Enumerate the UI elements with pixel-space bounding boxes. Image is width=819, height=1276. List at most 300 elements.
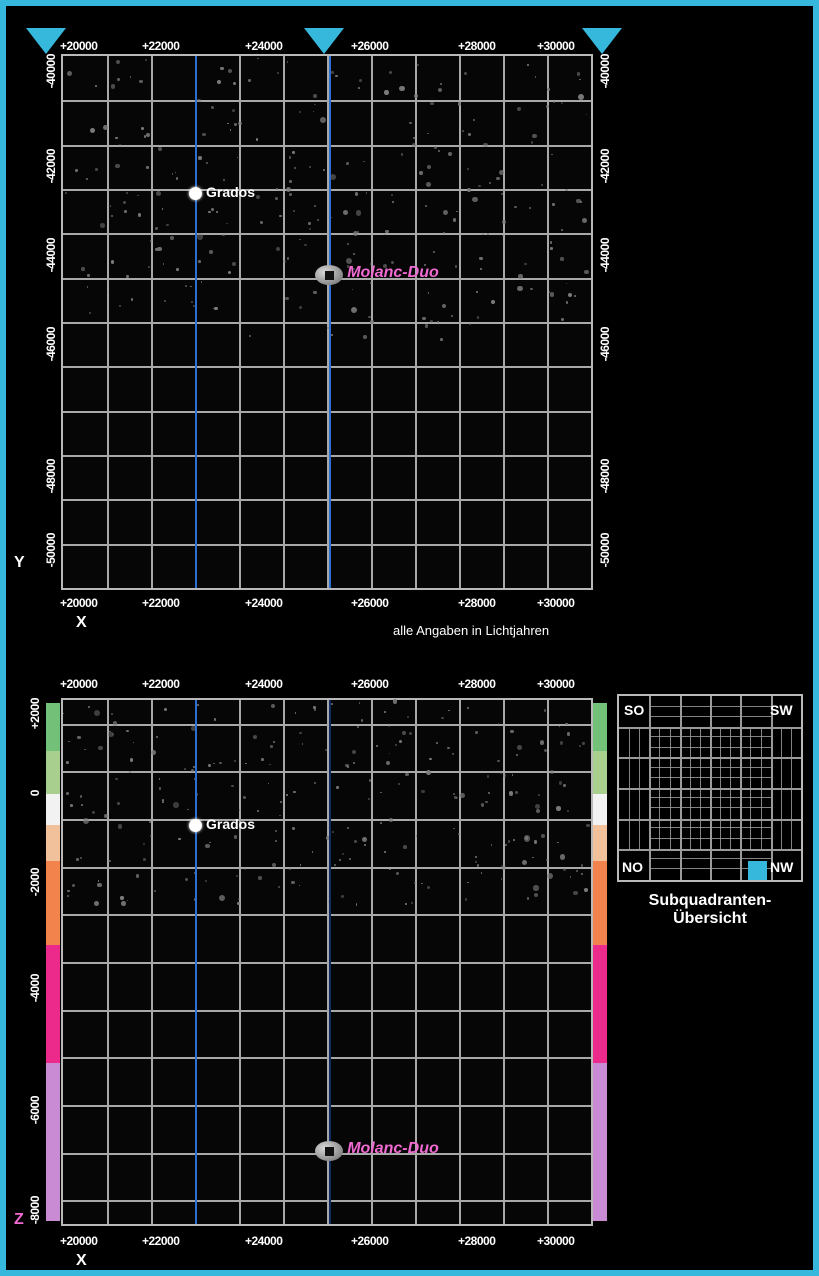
star-dot: [117, 78, 120, 81]
star-dot: [293, 791, 295, 793]
gridline-horizontal-minor-1: [63, 233, 591, 235]
subquadrant-subgridline-h-14: [649, 838, 770, 839]
star-dot: [369, 779, 372, 782]
star-dot: [430, 320, 433, 323]
xz-xtick-bottom-4: +28000: [458, 1234, 496, 1248]
star-dot: [467, 882, 469, 884]
subquadrant-subgridline-h-5: [649, 747, 770, 748]
star-dot: [353, 762, 355, 764]
star-dot: [292, 827, 295, 830]
star-dot: [425, 205, 427, 207]
gridline-horizontal-minor-0: [63, 145, 591, 147]
z-colorbar-segment-2: [46, 794, 60, 825]
xy-xtick-top-3: +26000: [351, 39, 389, 53]
star-dot: [550, 241, 553, 244]
track-line-grados-track: [195, 56, 197, 588]
star-dot: [157, 247, 161, 251]
star-dot: [304, 244, 307, 247]
star-dot: [278, 886, 280, 888]
xz-map-plot[interactable]: [61, 698, 593, 1226]
star-dot: [346, 258, 352, 264]
star-dot: [72, 884, 75, 887]
star-dot: [336, 786, 338, 788]
star-dot: [302, 743, 304, 745]
star-dot: [561, 102, 563, 104]
star-dot: [586, 114, 588, 116]
star-dot: [440, 83, 442, 85]
star-dot: [130, 76, 132, 78]
star-dot: [364, 844, 366, 846]
subquadrant-subgridline-h-16: [649, 858, 770, 859]
star-dot: [133, 742, 135, 744]
star-dot: [309, 228, 311, 230]
star-dot: [429, 758, 431, 760]
star-dot: [190, 286, 192, 288]
object-marker-grados[interactable]: [189, 187, 202, 200]
star-dot: [427, 133, 429, 135]
object-label-grados: Grados: [206, 184, 256, 201]
star-dot: [312, 851, 314, 853]
star-dot: [453, 218, 457, 222]
star-dot: [331, 703, 333, 705]
star-dot: [465, 898, 468, 901]
star-dot: [146, 133, 150, 137]
star-dot: [442, 304, 446, 308]
star-dot: [568, 293, 572, 297]
star-dot: [547, 88, 550, 91]
star-dot: [358, 87, 360, 89]
ship-marker-molanc-duo[interactable]: [315, 265, 343, 285]
star-dot: [376, 745, 378, 747]
star-dot: [399, 740, 402, 743]
star-dot: [86, 178, 88, 180]
star-dot: [341, 895, 343, 897]
star-dot: [433, 251, 435, 253]
star-dot: [576, 870, 578, 872]
star-dot: [534, 893, 538, 897]
z-colorbar-segment-6: [593, 1063, 607, 1221]
star-dot: [227, 123, 229, 125]
star-dot: [111, 713, 113, 715]
star-dot: [573, 891, 578, 896]
star-dot: [292, 151, 294, 153]
xz-axis-title-z: Z: [14, 1211, 24, 1228]
star-dot: [285, 297, 288, 300]
star-dot: [547, 873, 553, 879]
star-dot: [314, 708, 317, 711]
star-dot: [228, 271, 231, 274]
star-dot: [94, 901, 99, 906]
xy-xtick-bottom-1: +22000: [142, 596, 180, 610]
star-dot: [517, 286, 522, 291]
star-dot: [299, 732, 301, 734]
xy-xtick-top-1: +22000: [142, 39, 180, 53]
star-dot: [117, 802, 119, 804]
star-dot: [119, 144, 121, 146]
star-dot: [87, 286, 89, 288]
star-dot: [294, 167, 296, 169]
xy-xtick-top-4: +28000: [458, 39, 496, 53]
subquadrant-title: [617, 892, 803, 928]
star-dot: [559, 726, 561, 728]
star-dot: [563, 868, 566, 871]
xz-xtick-bottom-1: +22000: [142, 1234, 180, 1248]
star-dot: [359, 79, 362, 82]
star-dot: [392, 201, 394, 203]
star-dot: [111, 260, 114, 263]
subquadrant-gridline-h-3: [619, 788, 801, 790]
star-dot: [209, 250, 213, 254]
star-dot: [68, 741, 70, 743]
subquadrant-subgridline-h-7: [649, 767, 770, 768]
star-dot: [352, 289, 354, 291]
star-dot: [426, 182, 431, 187]
star-dot: [584, 270, 588, 274]
xz-xtick-top-5: +30000: [537, 677, 575, 691]
star-dot: [419, 171, 422, 174]
star-dot: [95, 168, 97, 170]
subquadrant-overview-grid[interactable]: [617, 694, 803, 882]
star-dot: [529, 207, 531, 209]
object-label-grados: Grados: [206, 816, 256, 833]
star-dot: [159, 787, 161, 789]
star-dot: [90, 128, 95, 133]
star-dot: [389, 71, 392, 74]
star-dot: [414, 882, 416, 884]
subquadrant-label-no: NO: [622, 859, 643, 875]
ship-label-molanc-duo: Molanc-Duo: [347, 1140, 439, 1158]
star-dot: [467, 168, 469, 170]
star-dot: [141, 127, 144, 130]
star-dot: [300, 864, 302, 866]
star-dot: [513, 839, 515, 841]
xz-xtick-bottom-3: +26000: [351, 1234, 389, 1248]
xy-xtick-bottom-5: +30000: [537, 596, 575, 610]
star-dot: [293, 210, 295, 212]
xz-ztick-3: -4000: [28, 974, 42, 1003]
star-dot: [391, 194, 393, 196]
star-dot: [95, 85, 97, 87]
star-dot: [339, 859, 341, 861]
star-dot: [497, 760, 499, 762]
star-dot: [422, 317, 426, 321]
z-colorbar-segment-3: [593, 825, 607, 861]
star-dot: [517, 745, 522, 750]
z-colorbar-segment-0: [46, 703, 60, 751]
star-dot: [313, 291, 316, 294]
star-dot: [524, 835, 530, 841]
star-dot: [430, 102, 434, 106]
z-colorbar-right: [593, 698, 607, 1226]
star-dot: [261, 758, 264, 761]
star-dot: [184, 768, 186, 770]
star-dot: [384, 851, 386, 853]
star-dot: [384, 711, 386, 713]
star-dot: [517, 107, 521, 111]
star-dot: [416, 835, 418, 837]
star-dot: [531, 141, 534, 144]
star-dot: [475, 731, 478, 734]
star-dot: [491, 844, 493, 846]
star-dot: [70, 804, 73, 807]
star-dot: [427, 165, 431, 169]
star-dot: [323, 169, 325, 171]
star-dot: [233, 82, 236, 85]
star-dot: [556, 806, 560, 810]
star-dot: [485, 801, 487, 803]
star-dot: [409, 122, 412, 125]
object-marker-grados[interactable]: [189, 819, 202, 832]
subquadrant-subgridline-v-4: [659, 727, 660, 850]
star-dot: [175, 172, 177, 174]
star-dot: [238, 122, 242, 126]
star-dot: [81, 804, 83, 806]
gridline-horizontal-minor-1: [63, 867, 591, 869]
star-dot: [198, 156, 201, 159]
star-dot: [113, 721, 118, 726]
star-dot: [111, 84, 116, 89]
pointer-triangle-center: [304, 28, 344, 54]
star-dot: [353, 253, 355, 255]
star-dot: [540, 741, 544, 745]
star-dot: [357, 726, 359, 728]
star-dot: [146, 166, 148, 168]
star-dot: [143, 843, 145, 845]
star-dot: [80, 857, 82, 859]
star-dot: [489, 182, 491, 184]
ship-marker-molanc-duo[interactable]: [315, 1141, 343, 1161]
subquadrant-gridline-v-5: [771, 696, 773, 880]
star-dot: [393, 699, 397, 703]
xz-xtick-top-1: +22000: [142, 677, 180, 691]
star-dot: [396, 872, 399, 875]
star-dot: [546, 859, 548, 861]
star-dot: [230, 129, 232, 131]
star-dot: [209, 842, 211, 844]
star-dot: [475, 856, 477, 858]
subquadrant-subgridline-v-13: [750, 727, 751, 850]
star-dot: [414, 94, 418, 98]
star-dot: [283, 260, 286, 263]
star-dot: [213, 763, 215, 765]
star-dot: [355, 192, 358, 195]
star-dot: [163, 263, 165, 265]
star-dot: [550, 770, 554, 774]
xy-map-plot[interactable]: [61, 54, 593, 590]
star-dot: [440, 338, 443, 341]
star-dot: [202, 133, 205, 136]
star-dot: [222, 234, 225, 237]
subquadrant-subgridline-h-2: [649, 716, 770, 717]
gridline-horizontal-minor-4: [63, 499, 591, 501]
star-dot: [347, 243, 349, 245]
star-dot: [291, 881, 294, 884]
subquadrant-selected-cell[interactable]: [748, 861, 767, 880]
star-dot: [438, 150, 440, 152]
star-dot: [399, 86, 405, 92]
star-dot: [276, 247, 280, 251]
star-dot: [309, 166, 311, 168]
star-dot: [512, 774, 514, 776]
star-dot: [427, 886, 431, 890]
gridline-horizontal-minor-0: [63, 771, 591, 773]
star-dot: [211, 208, 214, 211]
star-dot: [380, 792, 382, 794]
star-dot: [277, 72, 279, 74]
star-dot: [260, 221, 263, 224]
star-dot: [443, 210, 448, 215]
star-dot: [178, 838, 180, 840]
star-dot: [164, 708, 167, 711]
star-dot: [66, 761, 69, 764]
xz-ztick-0: +2000: [28, 698, 42, 730]
star-dot: [143, 858, 146, 861]
star-dot: [518, 274, 523, 279]
star-dot: [462, 130, 464, 132]
star-dot: [389, 818, 393, 822]
star-dot: [223, 179, 225, 181]
star-dot: [565, 189, 567, 191]
z-colorbar-segment-1: [593, 751, 607, 794]
star-dot: [317, 219, 319, 221]
star-dot: [441, 717, 443, 719]
star-dot: [148, 266, 150, 268]
star-dot: [176, 177, 179, 180]
star-dot: [395, 744, 397, 746]
star-dot: [98, 880, 100, 882]
star-dot: [66, 792, 69, 795]
subquadrant-subgridline-v-8: [700, 727, 701, 850]
star-dot: [272, 863, 276, 867]
star-dot: [206, 162, 208, 164]
xy-ytick-right-3: -46000: [598, 327, 612, 362]
star-dot: [136, 874, 139, 877]
star-dot: [582, 218, 587, 223]
star-dot: [320, 117, 326, 123]
star-dot: [126, 192, 128, 194]
xy-ytick-right-1: -42000: [598, 149, 612, 184]
star-dot: [115, 137, 118, 140]
star-dot: [532, 134, 536, 138]
star-dot: [483, 143, 487, 147]
star-dot: [535, 76, 537, 78]
star-dot: [256, 195, 260, 199]
star-dot: [289, 868, 291, 870]
star-dot: [331, 334, 333, 336]
star-dot: [380, 822, 382, 824]
xy-ytick-left-2: -44000: [44, 238, 58, 273]
star-dot: [67, 71, 72, 76]
star-dot: [166, 224, 169, 227]
star-dot: [412, 143, 416, 147]
star-dot: [156, 191, 162, 197]
star-dot: [67, 895, 70, 898]
star-dot: [205, 880, 207, 882]
star-dot: [214, 718, 216, 720]
star-dot: [563, 784, 567, 788]
star-dot: [477, 316, 480, 319]
xy-ytick-right-4: -48000: [598, 459, 612, 494]
xy-ytick-right-5: -50000: [598, 533, 612, 568]
star-dot: [164, 300, 166, 302]
star-dot: [94, 710, 100, 716]
star-dot: [472, 197, 478, 203]
star-dot: [384, 234, 386, 236]
star-dot: [120, 896, 123, 899]
star-dot: [522, 860, 527, 865]
subquadrant-label-so: SO: [624, 702, 645, 718]
star-dot: [499, 170, 504, 175]
star-dot: [219, 762, 221, 764]
star-dot: [205, 844, 209, 848]
star-dot: [219, 895, 225, 901]
star-dot: [532, 857, 534, 859]
star-dot: [81, 267, 85, 271]
star-dot: [234, 123, 237, 126]
z-colorbar-segment-3: [46, 825, 60, 861]
star-dot: [313, 111, 315, 113]
z-colorbar-segment-5: [46, 945, 60, 1063]
star-dot: [273, 741, 275, 743]
star-dot: [116, 60, 121, 65]
star-dot: [130, 758, 133, 761]
star-dot: [552, 203, 555, 206]
star-dot: [299, 885, 301, 887]
star-dot: [289, 156, 292, 159]
star-dot: [509, 791, 513, 795]
star-dot: [541, 834, 544, 837]
star-dot: [158, 147, 162, 151]
xy-xtick-bottom-3: +26000: [351, 596, 389, 610]
star-dot: [541, 184, 543, 186]
star-dot: [405, 773, 408, 776]
star-dot: [477, 864, 479, 866]
star-dot: [243, 796, 246, 799]
xy-xtick-bottom-4: +28000: [458, 596, 496, 610]
star-dot: [476, 291, 479, 294]
star-dot: [115, 164, 119, 168]
star-dot: [359, 702, 361, 704]
star-dot: [544, 709, 546, 711]
xz-xtick-top-3: +26000: [351, 677, 389, 691]
star-dot: [220, 67, 223, 70]
star-dot: [111, 215, 113, 217]
xy-ytick-left-3: -46000: [44, 327, 58, 362]
star-dot: [579, 745, 581, 747]
star-dot: [287, 257, 289, 259]
subquadrant-subgridline-h-4: [649, 736, 770, 737]
subquadrant-subgridline-h-10: [649, 797, 770, 798]
star-dot: [139, 80, 142, 83]
star-dot: [172, 173, 174, 175]
subquadrant-subgridline-h-13: [649, 827, 770, 828]
star-dot: [121, 901, 126, 906]
star-dot: [170, 236, 174, 240]
z-colorbar-segment-4: [593, 861, 607, 945]
star-dot: [214, 307, 218, 311]
xz-xtick-top-0: +20000: [60, 677, 98, 691]
star-dot: [268, 783, 270, 785]
star-dot: [551, 154, 553, 156]
star-dot: [345, 764, 348, 767]
star-dot: [253, 735, 257, 739]
subquadrant-subgridline-v-14: [761, 727, 762, 850]
star-dot: [145, 59, 147, 61]
star-dot: [533, 885, 538, 890]
star-dot: [368, 798, 370, 800]
star-dot: [458, 833, 460, 835]
star-dot: [108, 291, 110, 293]
